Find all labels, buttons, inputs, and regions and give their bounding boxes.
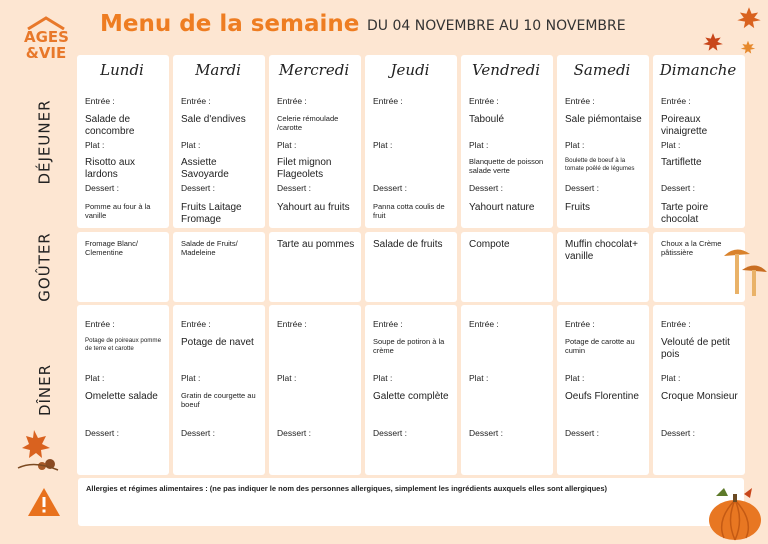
day-name: Lundi — [100, 61, 144, 79]
warning-icon — [26, 486, 62, 518]
plat-label: Plat : — [469, 140, 489, 150]
dej-entree-dish: Sale piémontaise — [565, 114, 642, 125]
dej-entree-dish: Taboulé — [469, 114, 505, 125]
entree-label: Entrée : — [181, 319, 211, 329]
dej-dessert-dish: Fruits Laitage Fromage — [181, 202, 242, 225]
section-label-dejeuner: DÉJEUNER — [36, 99, 54, 185]
card-diner-1 — [173, 305, 265, 475]
day-name: Samedi — [573, 61, 631, 79]
gouter-dish: Salade de fruits — [373, 239, 443, 250]
dej-entree-dish: Celerie rémoulade /carotte — [277, 114, 339, 132]
dej-plat-dish: Assiette Savoyarde — [181, 157, 229, 180]
allergy-panel — [78, 478, 744, 526]
entree-label: Entrée : — [373, 96, 403, 106]
dej-dessert-dish: Panna cotta coulis de fruit — [373, 202, 445, 220]
day-name: Dimanche — [659, 61, 737, 79]
card-diner-5 — [557, 305, 649, 475]
dej-plat-dish: Risotto aux lardons — [85, 157, 136, 180]
dessert-label: Dessert : — [181, 428, 216, 438]
plat-label: Plat : — [181, 373, 201, 383]
dessert-label: Dessert : — [181, 183, 216, 193]
entree-label: Entrée : — [277, 96, 307, 106]
allergy-instructions: Allergies et régimes alimentaires : (ne pas indiquer le nom des personnes allergiques, simplement les ingrédients auxquels elles sont allergiques) — [86, 484, 608, 493]
din-entree-dish: Potage de carotte au cumin — [565, 337, 635, 355]
dessert-label: Dessert : — [373, 183, 408, 193]
dessert-label: Dessert : — [661, 428, 696, 438]
entree-label: Entrée : — [469, 96, 499, 106]
dessert-label: Dessert : — [565, 428, 600, 438]
dessert-label: Dessert : — [277, 428, 312, 438]
card-diner-6 — [653, 305, 745, 475]
din-plat-dish: Galette complète — [373, 391, 449, 402]
maple-leaf-icon — [702, 32, 724, 54]
dej-dessert-dish: Pomme au four à la vanille — [85, 202, 151, 220]
dessert-label: Dessert : — [277, 183, 312, 193]
dej-entree-dish: Salade de concombre — [85, 114, 135, 137]
plat-label: Plat : — [373, 140, 393, 150]
entree-label: Entrée : — [661, 96, 691, 106]
page-title: Menu de la semaine — [100, 11, 360, 37]
date-range: DU 04 NOVEMBRE AU 10 NOVEMBRE — [367, 18, 626, 34]
gouter-dish: Compote — [469, 239, 510, 250]
dej-dessert-dish: Tarte poire chocolat — [661, 202, 709, 225]
din-entree-dish: Velouté de petit pois — [661, 337, 730, 360]
din-entree-dish: Soupe de potiron à la crème — [373, 337, 445, 355]
dej-dessert-dish: Fruits — [565, 202, 590, 213]
entree-label: Entrée : — [565, 96, 595, 106]
day-name: Jeudi — [390, 61, 430, 79]
din-plat-dish: Omelette salade — [85, 391, 158, 402]
plat-label: Plat : — [661, 373, 681, 383]
entree-label: Entrée : — [661, 319, 691, 329]
plat-label: Plat : — [277, 140, 297, 150]
maple-leaf-icon — [736, 6, 762, 32]
plat-label: Plat : — [85, 140, 105, 150]
logo-text-ages: AGES — [24, 28, 69, 46]
dej-dessert-dish: Yahourt nature — [469, 202, 535, 213]
gouter-dish: Salade de Fruits/ Madeleine — [181, 239, 238, 257]
dej-entree-dish: Poireaux vinaigrette — [661, 114, 708, 137]
plat-label: Plat : — [565, 140, 585, 150]
section-label-gouter: GOÛTER — [36, 232, 55, 302]
dej-plat-dish: Filet mignon Flageolets — [277, 157, 332, 180]
din-plat-dish: Croque Monsieur — [661, 391, 738, 402]
entree-label: Entrée : — [85, 319, 115, 329]
day-name: Vendredi — [471, 61, 541, 79]
mushroom-icon — [720, 244, 768, 302]
plat-label: Plat : — [277, 373, 297, 383]
din-plat-dish: Gratin de courgette au boeuf — [181, 391, 256, 409]
plat-label: Plat : — [565, 373, 585, 383]
din-entree-dish: Potage de poireaux pomme de terre et carotte — [85, 337, 162, 352]
plat-label: Plat : — [469, 373, 489, 383]
card-diner-3 — [365, 305, 457, 475]
entree-label: Entrée : — [85, 96, 115, 106]
card-diner-4 — [461, 305, 553, 475]
gouter-dish: Tarte au pommes — [277, 239, 355, 250]
gouter-dish: Fromage Blanc/ Clementine — [85, 239, 138, 257]
entree-label: Entrée : — [181, 96, 211, 106]
pumpkin-icon — [704, 484, 766, 542]
entree-label: Entrée : — [469, 319, 499, 329]
dej-plat-dish: Blanquette de poisson salade verte — [469, 157, 544, 175]
dej-plat-dish: Tartiflette — [661, 157, 702, 168]
card-diner-0 — [77, 305, 169, 475]
dej-entree-dish: Sale d'endives — [181, 114, 246, 125]
entree-label: Entrée : — [565, 319, 595, 329]
plat-label: Plat : — [661, 140, 681, 150]
dessert-label: Dessert : — [661, 183, 696, 193]
plat-label: Plat : — [181, 140, 201, 150]
section-label-diner: DÎNER — [36, 363, 55, 417]
dej-dessert-dish: Yahourt au fruits — [277, 202, 350, 213]
day-name: Mardi — [195, 61, 241, 79]
logo-text-vie: &VIE — [25, 44, 67, 62]
dessert-label: Dessert : — [85, 183, 120, 193]
gouter-dish: Choux a la Crème pâtissière — [661, 239, 722, 257]
gouter-dish: Muffin chocolat+ vanille — [565, 239, 638, 262]
card-diner-2 — [269, 305, 361, 475]
acorn-icon — [14, 428, 64, 474]
plat-label: Plat : — [373, 373, 393, 383]
din-plat-dish: Oeufs Florentine — [565, 391, 639, 402]
dessert-label: Dessert : — [85, 428, 120, 438]
din-entree-dish: Potage de navet — [181, 337, 254, 348]
day-name: Mercredi — [278, 61, 350, 79]
dej-plat-dish: Boulette de boeuf à la tomate poêlé de légumes — [565, 157, 635, 172]
dessert-label: Dessert : — [469, 183, 504, 193]
dessert-label: Dessert : — [469, 428, 504, 438]
plat-label: Plat : — [85, 373, 105, 383]
entree-label: Entrée : — [277, 319, 307, 329]
maple-leaf-icon — [740, 40, 756, 56]
entree-label: Entrée : — [373, 319, 403, 329]
dessert-label: Dessert : — [373, 428, 408, 438]
dessert-label: Dessert : — [565, 183, 600, 193]
